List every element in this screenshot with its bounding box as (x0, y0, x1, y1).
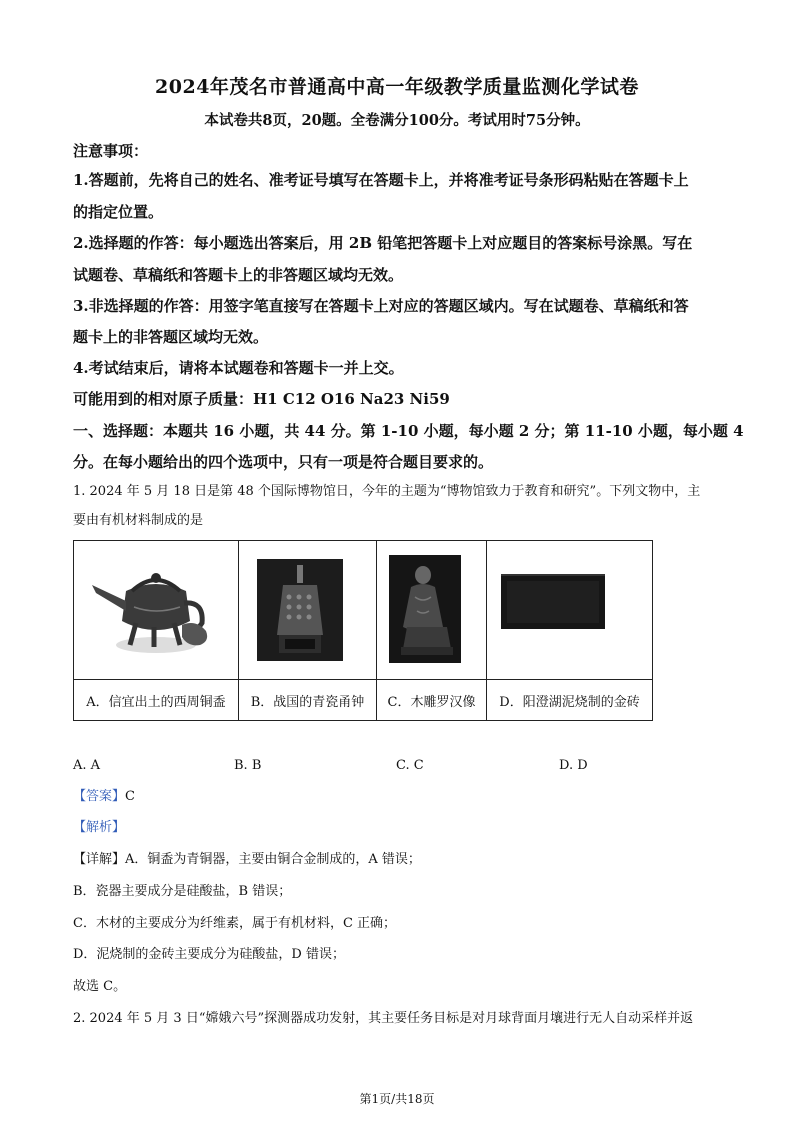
notice-line1b: 的指定位置。 (73, 203, 164, 221)
notice-heading: 注意事项： (73, 142, 149, 160)
notice-line1a: 1.答题前，先将自己的姓名、准考证号填写在答题卡上，并将准考证号条形码粘贴在答题卡上 (73, 171, 689, 189)
artifact-table (73, 540, 653, 721)
exam-title: 2024年茂名市普通高中高一年级教学质量监测化学试卷 (155, 76, 639, 98)
conclusion: 故选 C。 (73, 979, 127, 994)
q2-stem-a: 2. 2024 年 5 月 3 日“嫦娥六号”探测器成功发射，其主要任务目标是对月球背面月壤进行无人自动采样并返 (73, 1011, 694, 1026)
notice-line2a: 2.选择题的作答：每小题选出答案后，用 2B 铅笔把答题卡上对应题目的答案标号涂黑。写在 (73, 234, 693, 252)
q1-stem-a: 1. 2024 年 5 月 18 日是第 48 个国际博物馆日，今年的主题为“博物馆致力于教育和研究”。下列文物中，主 (73, 484, 701, 499)
atomic-mass: 可能用到的相对原子质量：H1 C12 O16 Na23 Ni59 (73, 390, 450, 408)
detail-label: 【详解】 (73, 852, 126, 867)
option-d[interactable]: D. D (559, 758, 588, 773)
notice-line3b: 题卡上的非答题区域均无效。 (73, 328, 269, 346)
detail-b: B．瓷器主要成分是硅酸盐，B 错误； (73, 884, 292, 899)
artifact-photo-b (239, 541, 377, 680)
artifact-photo-d (487, 541, 653, 680)
option-a[interactable]: A. A (73, 758, 101, 773)
option-b[interactable]: B. B (234, 758, 262, 773)
answer-label: 【答案】 (73, 789, 126, 804)
caption-a: A．信宜出土的西周铜盉 (74, 680, 239, 721)
artifact-photo-a (74, 541, 239, 680)
page-number: 第1页/共18页 (359, 1092, 435, 1106)
detail-c: C．木材的主要成分为纤维素，属于有机材料，C 正确； (73, 916, 397, 931)
option-c[interactable]: C. C (396, 758, 424, 773)
brick-image (487, 541, 651, 675)
notice-line4: 4.考试结束后，请将本试题卷和答题卡一并上交。 (73, 359, 404, 377)
caption-b: B．战国的青瓷甬钟 (239, 680, 377, 721)
caption-d: D．阳澄湖泥烧制的金砖 (487, 680, 653, 721)
detail-d: D．泥烧制的金砖主要成分为硅酸盐，D 错误； (73, 947, 345, 962)
analysis-label: 【解析】 (73, 820, 126, 835)
bronze-vessel-image (74, 541, 237, 675)
answer-line (73, 788, 135, 806)
section1-line-b: 分。在每小题给出的四个选项中，只有一项是符合题目要求的。 (73, 453, 494, 471)
q1-stem-b: 要由有机材料制成的是 (73, 513, 204, 528)
bell-image (239, 541, 375, 675)
detail-a: A．铜盉为青铜器，主要由铜合金制成的，A 错误； (125, 852, 421, 867)
section1-line-a: 一、选择题：本题共 16 小题，共 44 分。第 1-10 小题，每小题 2 分；第 11-10 小题，每小题 4 (73, 422, 744, 440)
wooden-statue-image (377, 541, 485, 675)
answer-value: C (125, 789, 135, 804)
detail-line-a (73, 851, 421, 869)
caption-c: C．木雕罗汉像 (377, 680, 487, 721)
notice-line2b: 试题卷、草稿纸和答题卡上的非答题区域均无效。 (73, 266, 404, 284)
notice-line3a: 3.非选择题的作答：用签字笔直接写在答题卡上对应的答题区域内。写在试题卷、草稿纸和答 (73, 297, 689, 315)
artifact-photo-c (377, 541, 487, 680)
exam-subtitle: 本试卷共8页，20题。全卷满分100分。考试用时75分钟。 (204, 112, 590, 129)
